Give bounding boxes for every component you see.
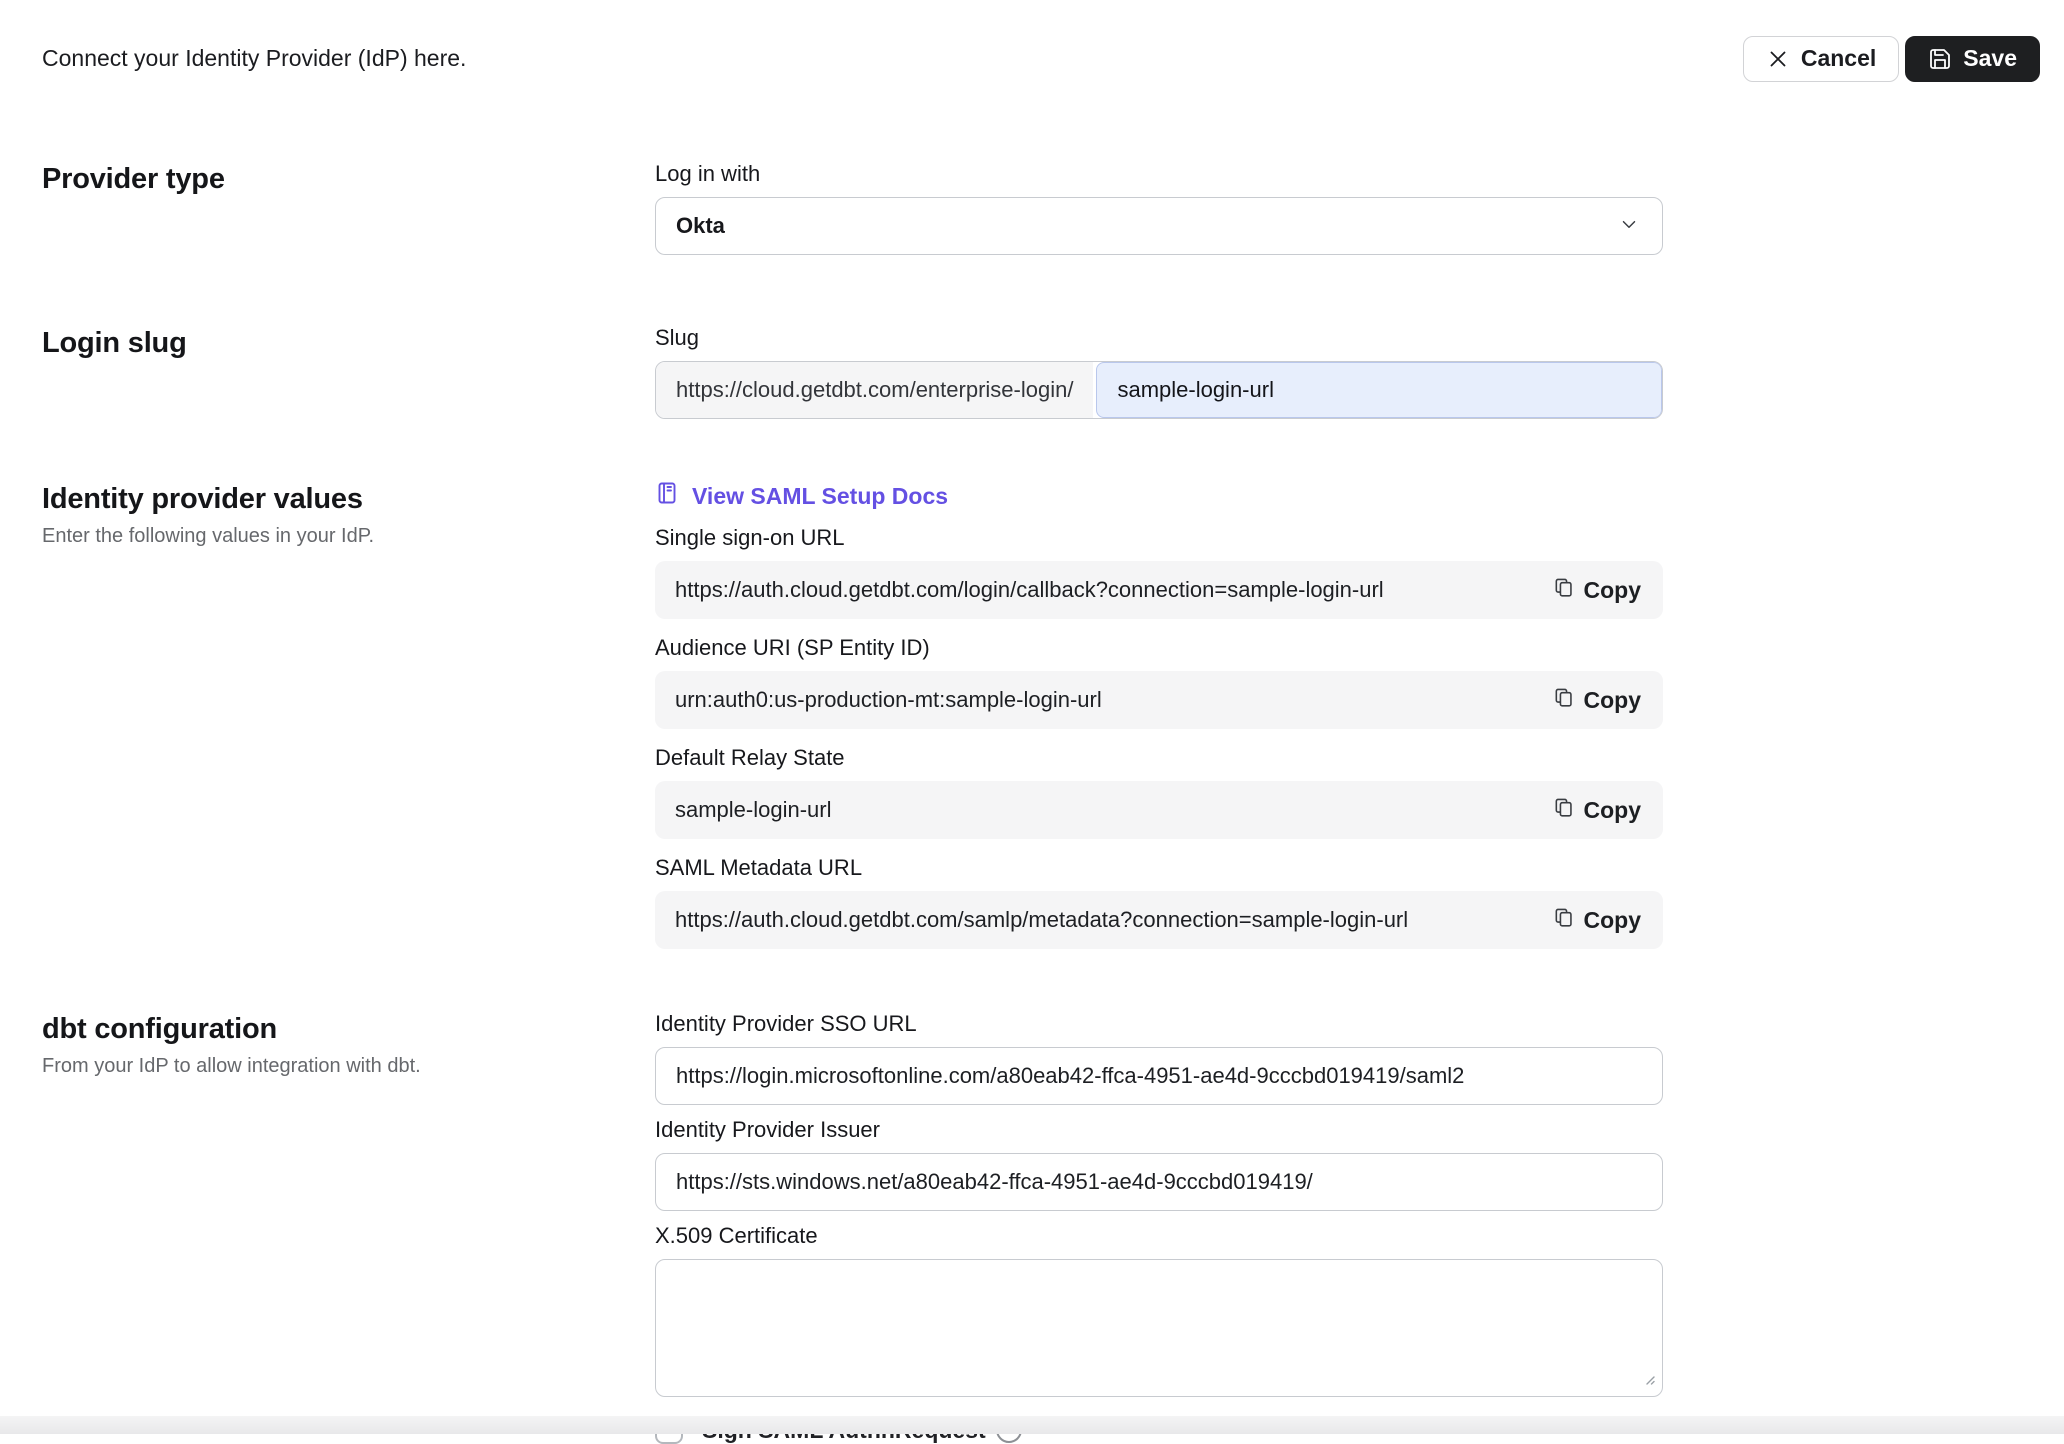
- idp-issuer-input[interactable]: [655, 1153, 1663, 1211]
- cancel-button[interactable]: [1743, 36, 1899, 82]
- docs-icon: [655, 481, 679, 511]
- idp-sso-url-label: Identity Provider SSO URL: [655, 1011, 917, 1036]
- copy-icon: [1553, 907, 1574, 934]
- slug-url-prefix: https://cloud.getdbt.com/enterprise-login/: [656, 362, 1093, 418]
- idp-sso-url-group: [655, 1011, 1663, 1105]
- topbar: [0, 0, 2064, 95]
- page-description: Connect your Identity Provider (IdP) here.: [42, 45, 467, 71]
- save-icon: [1928, 47, 1952, 71]
- audience-uri-value: urn:auth0:us-production-mt:sample-login-url: [675, 687, 1102, 712]
- cancel-button-label: Cancel: [1800, 45, 1877, 71]
- copy-button-label: Copy: [1583, 796, 1641, 823]
- section-subtitle-dbt-configuration: From your IdP to allow integration with dbt.: [42, 1055, 421, 1077]
- saml-metadata-label: SAML Metadata URL: [655, 855, 863, 880]
- sso-settings-form: [0, 161, 2064, 1444]
- copy-button-label: Copy: [1583, 576, 1641, 603]
- resize-handle-icon[interactable]: [1641, 1371, 1656, 1391]
- header-actions: [1743, 36, 2040, 82]
- single-sign-on-url-value: https://auth.cloud.getdbt.com/login/callback?connection=sample-login-url: [675, 577, 1384, 602]
- relay-state-value: sample-login-url: [675, 797, 832, 822]
- copy-button[interactable]: [1553, 577, 1642, 604]
- slug-input[interactable]: [1096, 362, 1662, 418]
- copy-icon: [1553, 687, 1574, 714]
- relay-state-group: [655, 745, 1663, 839]
- section-provider-type: [0, 161, 2064, 255]
- copy-icon: [1553, 577, 1574, 604]
- provider-select-value: Okta: [676, 213, 725, 238]
- certificate-textarea[interactable]: [655, 1259, 1663, 1397]
- copy-button[interactable]: [1553, 907, 1642, 934]
- section-title-dbt-configuration: dbt configuration: [42, 1013, 278, 1045]
- saml-metadata-field: [655, 891, 1663, 949]
- login-with-label: Log in with: [655, 161, 761, 186]
- single-sign-on-url-label: Single sign-on URL: [655, 525, 845, 550]
- save-button-label: Save: [1963, 45, 2017, 71]
- certificate-group: [655, 1223, 1663, 1402]
- saml-metadata-group: [655, 855, 1663, 949]
- audience-uri-field: [655, 671, 1663, 729]
- section-dbt-configuration: [0, 1011, 2064, 1444]
- section-title-login-slug: Login slug: [42, 327, 187, 359]
- relay-state-field: [655, 781, 1663, 839]
- copy-button[interactable]: [1553, 687, 1642, 714]
- section-idp-values: [0, 481, 2064, 949]
- section-title-provider-type: Provider type: [42, 163, 225, 195]
- idp-issuer-group: [655, 1117, 1663, 1211]
- saml-docs-link-label: View SAML Setup Docs: [692, 482, 949, 509]
- certificate-label: X.509 Certificate: [655, 1223, 818, 1248]
- section-login-slug: [0, 325, 2064, 419]
- provider-select[interactable]: [655, 197, 1663, 255]
- saml-metadata-value: https://auth.cloud.getdbt.com/samlp/metadata?connection=sample-login-url: [675, 907, 1409, 932]
- copy-icon: [1553, 797, 1574, 824]
- audience-uri-group: [655, 635, 1663, 729]
- copy-button-label: Copy: [1583, 906, 1641, 933]
- chevron-down-icon: [1618, 213, 1640, 240]
- save-button[interactable]: [1905, 36, 2040, 82]
- slug-field: [655, 361, 1663, 419]
- single-sign-on-url-field: [655, 561, 1663, 619]
- slug-label: Slug: [655, 325, 700, 350]
- saml-docs-link[interactable]: [655, 481, 948, 511]
- copy-button[interactable]: [1553, 797, 1642, 824]
- bottom-scroll-edge: [0, 1416, 2064, 1434]
- close-icon: [1766, 47, 1790, 71]
- sso-url-group: [655, 525, 1663, 619]
- idp-issuer-label: Identity Provider Issuer: [655, 1117, 880, 1142]
- audience-uri-label: Audience URI (SP Entity ID): [655, 635, 930, 660]
- section-title-idp-values: Identity provider values: [42, 483, 363, 515]
- relay-state-label: Default Relay State: [655, 745, 845, 770]
- idp-sso-url-input[interactable]: [655, 1047, 1663, 1105]
- copy-button-label: Copy: [1583, 686, 1641, 713]
- section-subtitle-idp-values: Enter the following values in your IdP.: [42, 525, 375, 547]
